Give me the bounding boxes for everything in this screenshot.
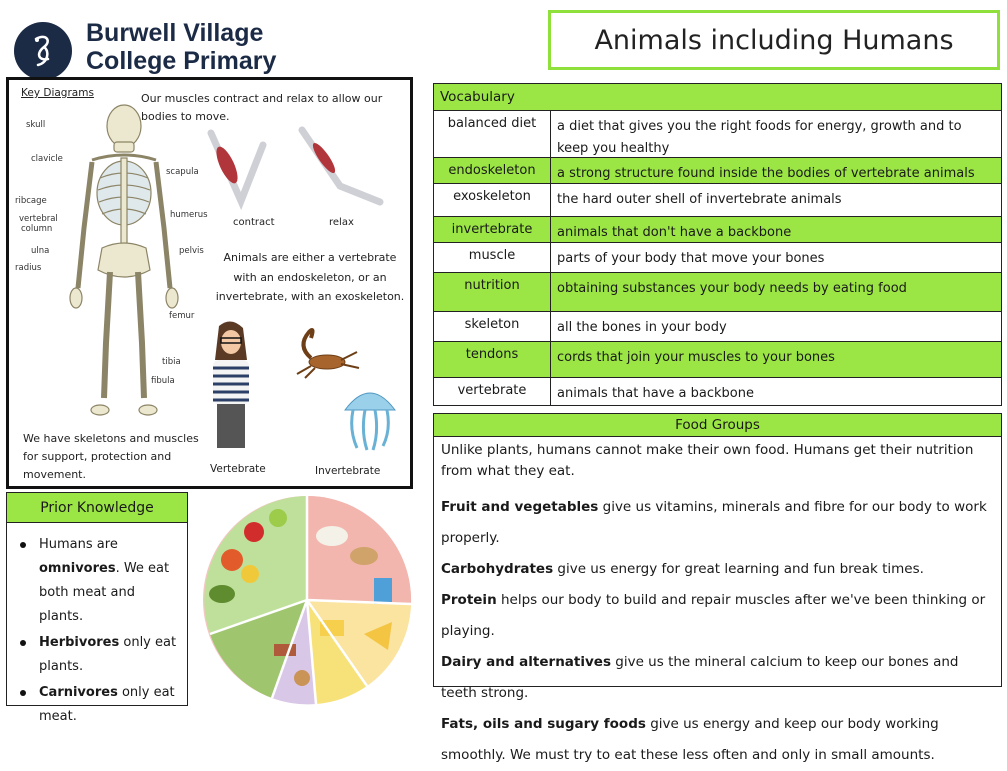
vocab-definition: parts of your body that move your bones <box>557 251 825 266</box>
jellyfish-illustration <box>339 382 401 452</box>
food-groups-panel <box>433 413 1002 763</box>
food-group-item: Carbohydrates give us energy for great learning and fun break times. <box>441 561 924 577</box>
school-name-line1: Burwell Village <box>86 19 264 47</box>
vocab-definition: animals that don't have a backbone <box>557 225 792 240</box>
vocab-term: endoskeleton <box>434 158 551 183</box>
relax-arm-illustration <box>296 122 386 207</box>
label-clavicle: clavicle <box>31 154 63 164</box>
vocab-definition: obtaining substances your body needs by eating food <box>557 281 907 296</box>
swan-logo-icon <box>26 31 60 71</box>
vocab-term: nutrition <box>434 273 551 311</box>
label-fibula: fibula <box>151 376 175 386</box>
school-name-line2: College Primary <box>86 47 277 75</box>
vocab-definition: the hard outer shell of invertebrate animals <box>557 192 842 207</box>
prior-knowledge-panel <box>6 492 188 724</box>
relax-label: relax <box>329 217 354 228</box>
label-ulna: ulna <box>31 246 50 256</box>
vocab-term: tendons <box>434 342 551 377</box>
vocab-term: muscle <box>434 243 551 272</box>
vertebrate-note: Animals are either a vertebrate with an endoskeleton, or an invertebrate, with an exoskeleton. <box>215 251 405 303</box>
food-group-item: Fats, oils and sugary foods give us energy and keep our body working smoothly. We must try to eat these less often and only in small amounts. <box>441 716 939 763</box>
label-vertebral: vertebral <box>19 214 58 224</box>
food-groups-intro: Unlike plants, humans cannot make their own food. Humans get their nutrition from what they eat. <box>441 442 974 479</box>
key-diagrams-heading: Key Diagrams <box>21 87 94 99</box>
scorpion-illustration <box>291 322 363 384</box>
list-item: Herbivores only eat plants. <box>17 631 179 679</box>
key-diagrams-panel <box>6 77 413 489</box>
food-group-item: Protein helps our body to build and repair muscles after we've been thinking or playing. <box>441 592 986 639</box>
vocab-definition: animals that have a backbone <box>557 386 754 401</box>
table-row <box>434 312 1001 342</box>
muscle-note: Our muscles contract and relax to allow our bodies to move. <box>141 92 383 123</box>
skeleton-note: We have skeletons and muscles for support, protection and movement. <box>23 432 199 481</box>
table-row <box>434 273 1001 312</box>
contract-arm-illustration <box>205 125 267 210</box>
page-title: Animals including Humans <box>548 10 1000 70</box>
school-name <box>86 19 276 75</box>
label-skull: skull <box>26 120 46 130</box>
label-tibia: tibia <box>162 357 181 367</box>
list-item: Humans are omnivores. We eat both meat and plants. <box>17 533 179 629</box>
vocab-definition: cords that join your muscles to your bones <box>557 350 835 365</box>
label-humerus: humerus <box>170 210 208 220</box>
vocab-term: vertebrate <box>434 378 551 405</box>
table-row <box>434 217 1001 243</box>
label-scapula: scapula <box>166 167 199 177</box>
vocab-term: invertebrate <box>434 217 551 242</box>
table-row <box>434 378 1001 405</box>
food-groups-heading: Food Groups <box>434 414 1001 437</box>
label-column: column <box>21 224 53 234</box>
vertebrate-label: Vertebrate <box>210 463 266 475</box>
vocab-term: skeleton <box>434 312 551 341</box>
vocab-definition: a strong structure found inside the bodies of vertebrate animals <box>557 166 975 181</box>
vocab-definition: all the bones in your body <box>557 320 727 335</box>
table-row <box>434 184 1001 217</box>
table-row <box>434 243 1001 273</box>
prior-knowledge-heading: Prior Knowledge <box>7 493 187 523</box>
label-radius: radius <box>15 263 42 273</box>
school-logo <box>14 22 72 80</box>
eatwell-plate-illustration <box>192 494 422 706</box>
vocab-definition: a diet that gives you the right foods for energy, growth and to keep you healthy <box>557 119 962 156</box>
label-ribcage: ribcage <box>15 196 47 206</box>
vocab-term: balanced diet <box>434 111 551 157</box>
invertebrate-label: Invertebrate <box>315 465 381 477</box>
label-femur: femur <box>169 311 195 321</box>
label-pelvis: pelvis <box>179 246 204 256</box>
food-group-item: Fruit and vegetables give us vitamins, minerals and fibre for our body to work properly. <box>441 499 987 546</box>
table-row <box>434 158 1001 184</box>
list-item: Carnivores only eat meat. <box>17 681 179 729</box>
food-group-item: Dairy and alternatives give us the mineral calcium to keep our bones and teeth strong. <box>441 654 959 701</box>
contract-label: contract <box>233 217 275 228</box>
vocabulary-heading: Vocabulary <box>434 84 1001 111</box>
table-row <box>434 342 1001 378</box>
prior-knowledge-list <box>7 523 187 729</box>
vocabulary-table <box>433 83 1002 406</box>
girl-illustration <box>201 320 261 452</box>
vocab-term: exoskeleton <box>434 184 551 216</box>
table-row <box>434 111 1001 158</box>
